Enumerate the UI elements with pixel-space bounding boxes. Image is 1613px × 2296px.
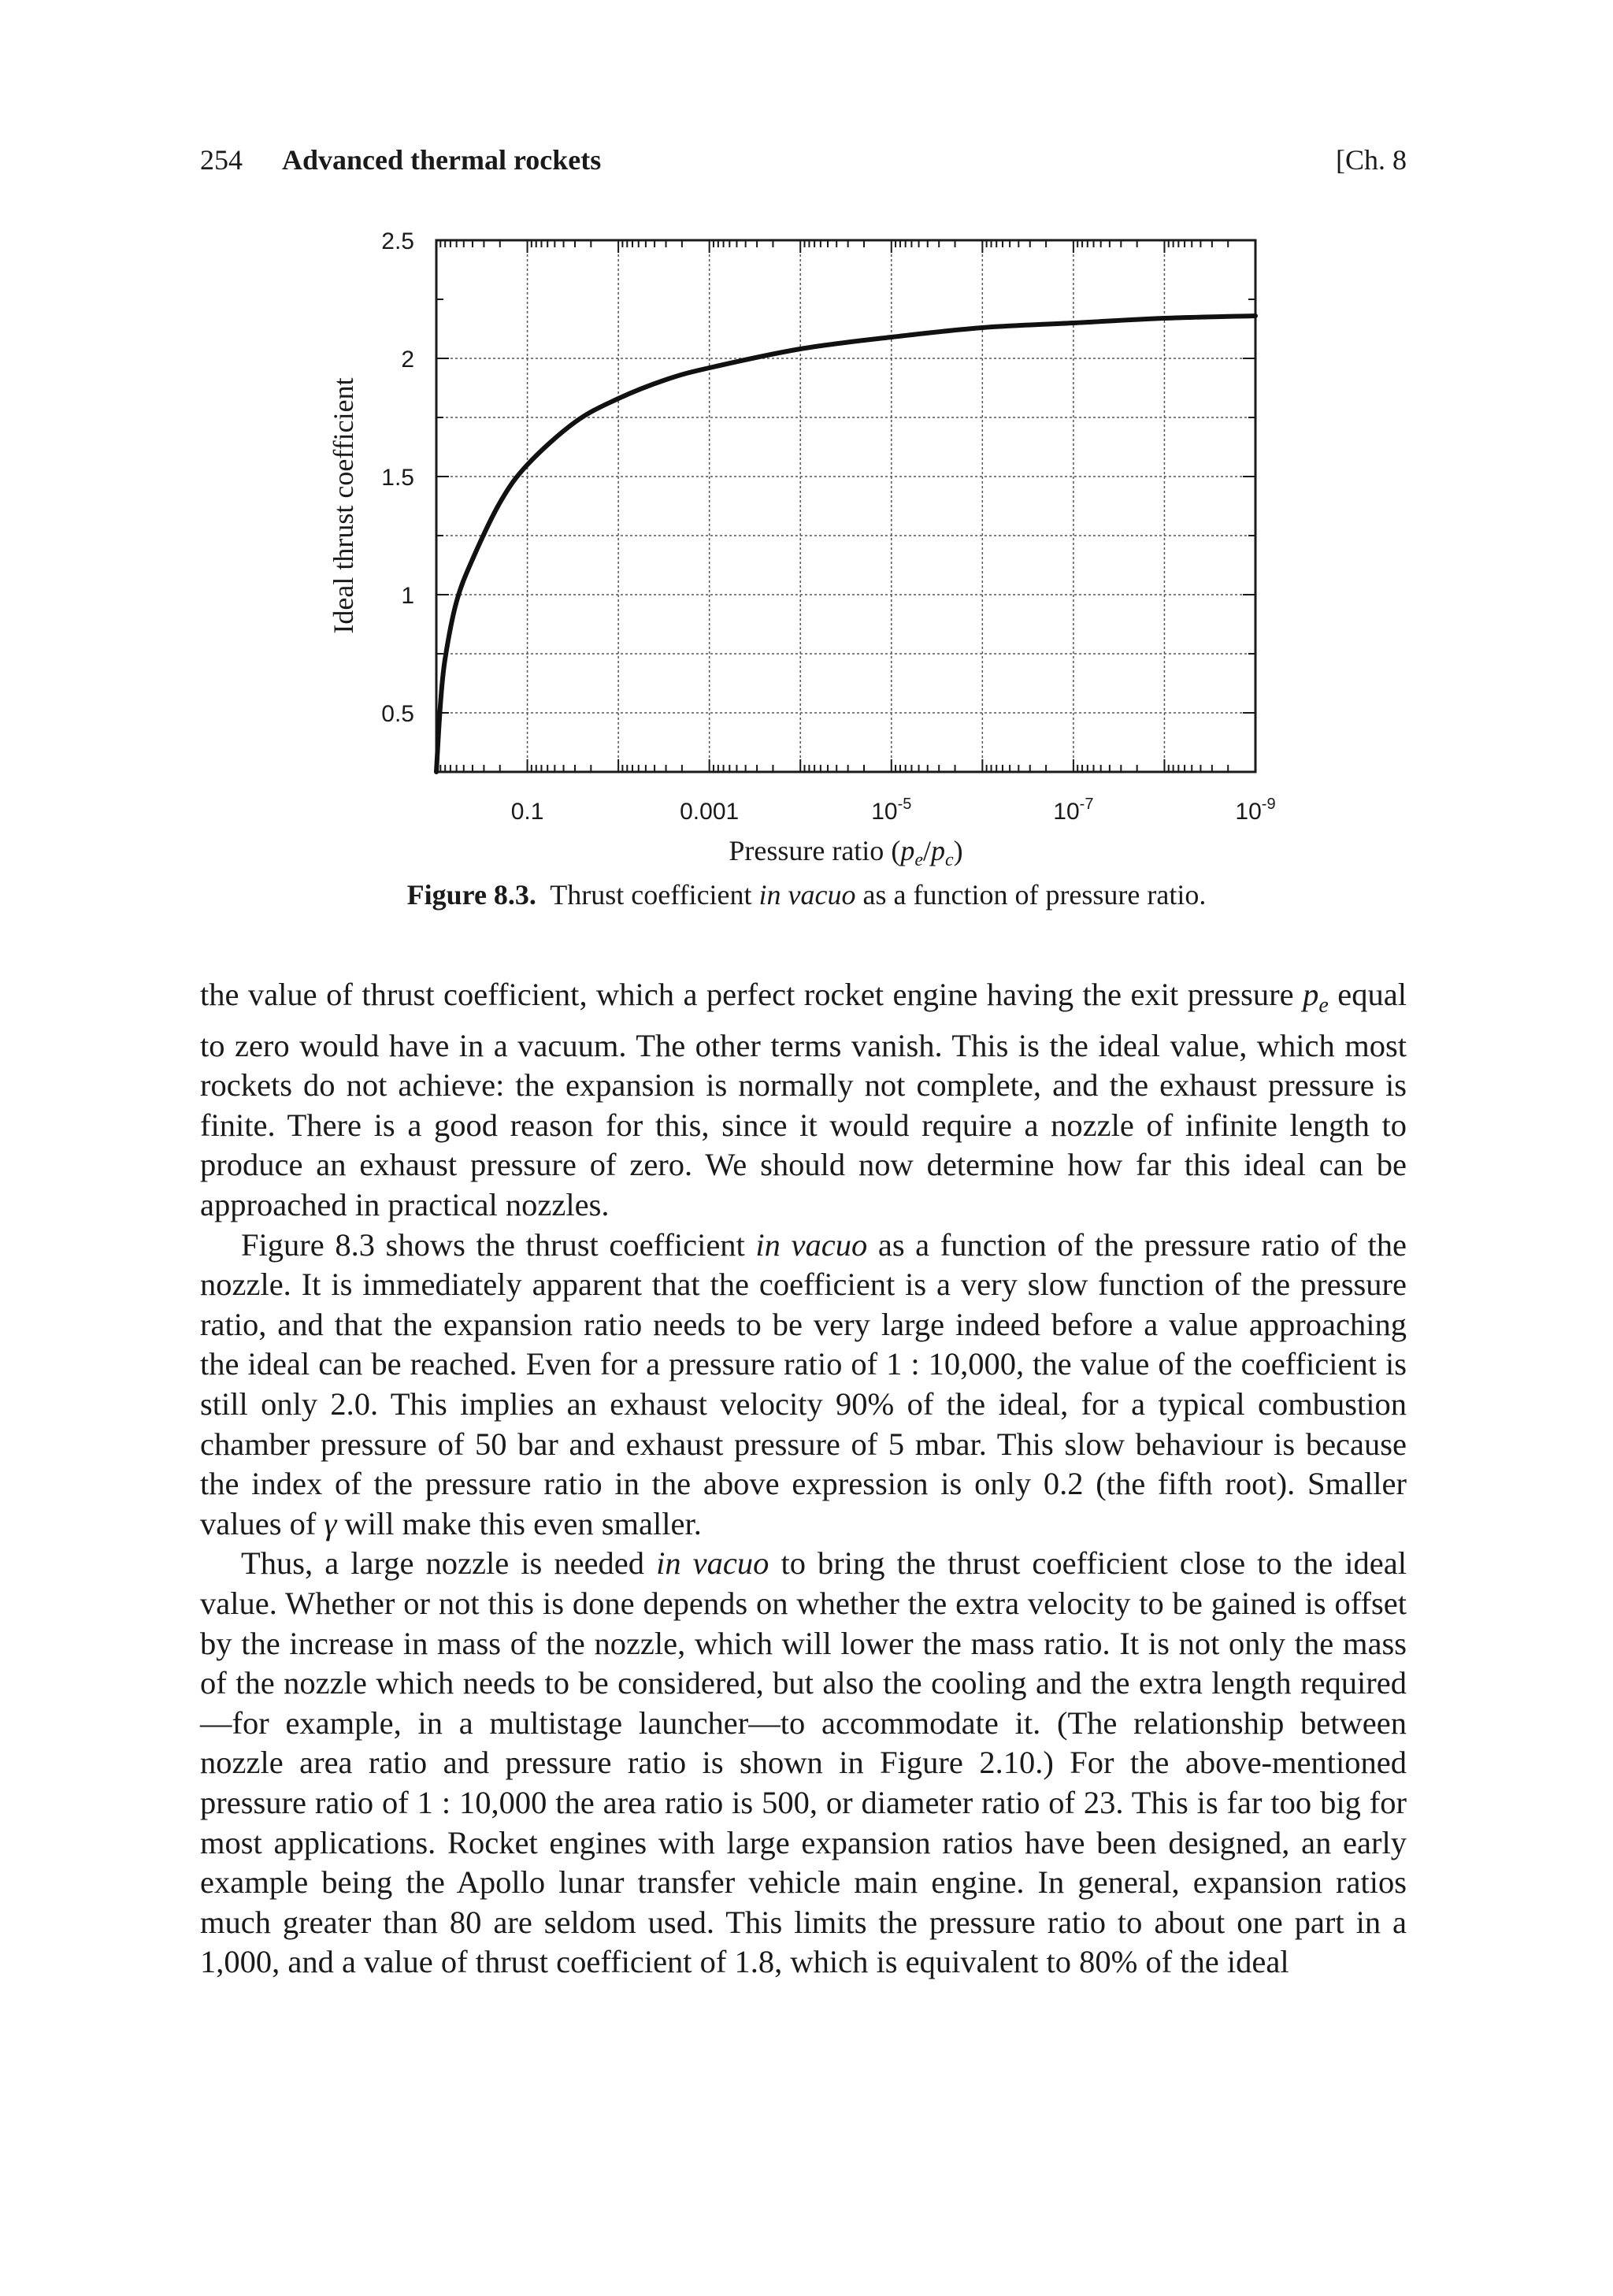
- x-axis-title-text: Pressure ratio: [729, 835, 892, 866]
- caption-text-end: as a function of pressure ratio.: [855, 879, 1207, 911]
- figure-caption: [0, 876, 1613, 914]
- thrust-coefficient-curve: [436, 316, 1255, 772]
- figure-label: Figure 8.3.: [406, 879, 536, 911]
- y-tick-label: 0.5: [381, 701, 414, 727]
- x-tick-label: $10^{-9}$: [1235, 796, 1276, 825]
- p1-text-a: the value of thrust coefficient, which a perfect rocket engine having the exit pressure: [200, 977, 1303, 1012]
- body-text: [200, 975, 1407, 1983]
- p3-italic: in vacuo: [656, 1545, 769, 1582]
- x-tick-label: $10^{-7}$: [1053, 796, 1094, 825]
- thrust-coefficient-chart: [0, 213, 1613, 874]
- p1-subscript: e: [1318, 993, 1329, 1018]
- running-head: [200, 140, 1407, 180]
- p2-italic: in vacuo: [755, 1226, 868, 1263]
- x-tick-label: $10^{-5}$: [871, 796, 912, 825]
- p2-text-a: Figure 8.3 shows the thrust coefficient: [241, 1226, 756, 1263]
- y-tick-label: 2: [401, 347, 414, 373]
- paragraph-3: [200, 1544, 1407, 1983]
- p2-text-b: as a function of the pressure ratio of the nozzle. It is immediately apparent that the coefficient is a very slow function of the pressure ratio, and that the expansion ratio needs to be very large indeed before a value approaching the ideal can be reached. Even for a pressure ratio of 1 : 10,000, the value of the coefficient is still only 2.0. This implies an exhaust velocity 90% of the ideal, for a typical combustion chamber pressure of 50 bar and exhaust pressure of 5 mbar. This slow behaviour is because the index of the pressure ratio in the above expression is only 0.2 (the fifth root). Smaller values of: [200, 1226, 1407, 1541]
- chapter-reference: [Ch. 8: [1336, 144, 1407, 176]
- x-axis-title-formula: (pe/pc): [891, 835, 963, 870]
- y-axis-title: Ideal thrust coefficient: [328, 377, 359, 634]
- paragraph-2: [200, 1226, 1407, 1545]
- p1-text-b: equal to zero would have in a vacuum. The other terms vanish. This is the ideal value, which most rockets do not achieve: the expansion is normally not complete, and the exhaust pressure is finite. There is a good reason for this, since it would require a nozzle of infinite length to produce an exhaust pressure of zero. We should now determine how far this ideal can be approached in practical nozzles.: [200, 977, 1407, 1223]
- x-axis-title: [729, 835, 962, 870]
- paragraph-1: [200, 975, 1407, 1226]
- caption-text-start: Thrust coefficient: [550, 879, 759, 911]
- x-tick-label: 0.1: [510, 799, 544, 825]
- caption-italic: in vacuo: [758, 879, 856, 911]
- page-number: 254: [200, 144, 243, 176]
- p2-text-c: will make this even smaller.: [336, 1505, 702, 1541]
- p3-text-a: Thus, a large nozzle is needed: [241, 1545, 657, 1582]
- gamma-symbol: γ: [324, 1505, 337, 1541]
- chapter-title: Advanced thermal rockets: [282, 144, 602, 176]
- y-tick-label: 1: [401, 583, 414, 609]
- y-tick-label: 1.5: [381, 465, 414, 491]
- p3-text-b: to bring the thrust coefficient close to the ideal value. Whether or not this is done depends on whether the extra velocity to be gained is offset by the increase in mass of the nozzle, which will lower the mass ratio. It is not only the mass of the nozzle which needs to be considered, but also the cooling and the extra length required—for example, in a multistage launcher—to accommodate it. (The relationship between nozzle area ratio and pressure ratio is shown in Figure 2.10.) For the above-mentioned pressure ratio of 1 : 10,000 the area ratio is 500, or diameter ratio of 23. This is far too big for most applications. Rocket engines with large expansion ratios have been designed, an early example being the Apollo lunar transfer vehicle main engine. In general, expansion ratios much greater than 80 are seldom used. This limits the pressure ratio to about one part in a 1,000, and a value of thrust coefficient of 1.8, which is equivalent to 80% of the ideal: [200, 1545, 1407, 1980]
- p1-variable: p: [1303, 977, 1319, 1012]
- y-tick-label: 2.5: [381, 228, 414, 254]
- x-tick-label: 0.001: [680, 799, 740, 825]
